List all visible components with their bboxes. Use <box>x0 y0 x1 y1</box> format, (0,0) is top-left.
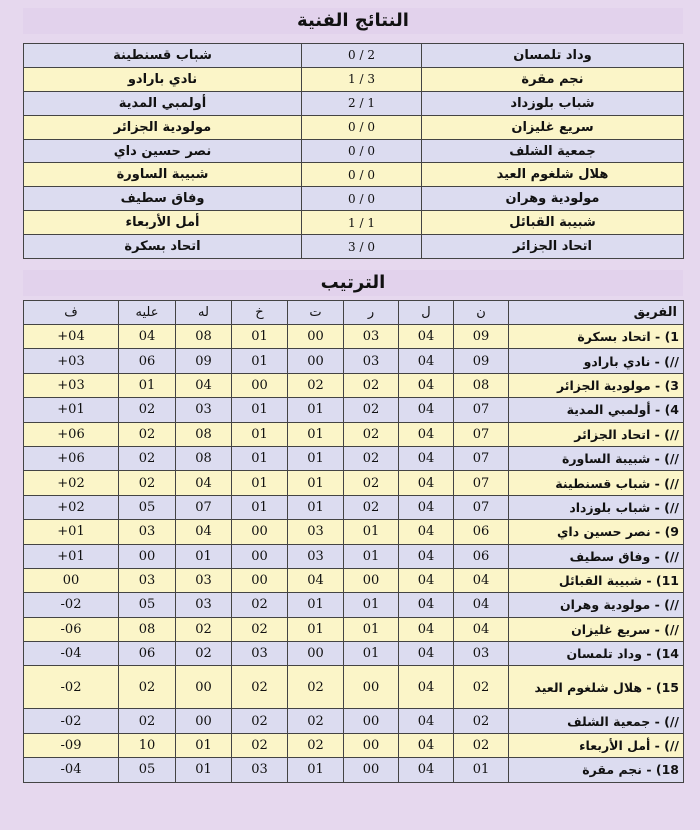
cell-pts: 07 <box>454 471 509 495</box>
cell-gf: 03 <box>176 568 232 592</box>
standings-row <box>24 593 684 617</box>
cell-diff: 01+ <box>24 398 119 422</box>
cell-team: //) - نادي بارادو <box>509 349 684 373</box>
match-row <box>24 44 684 68</box>
cell-won: 00 <box>344 568 399 592</box>
cell-lost: 02 <box>232 617 288 641</box>
match-home-team: شبيبة القبائل <box>422 211 684 235</box>
cell-won: 00 <box>344 666 399 709</box>
match-score: 1 / 1 <box>302 211 422 235</box>
cell-ga: 05 <box>119 495 176 519</box>
cell-draw: 03 <box>288 544 344 568</box>
cell-gf: 09 <box>176 349 232 373</box>
cell-lost: 00 <box>232 520 288 544</box>
cell-gf: 08 <box>176 422 232 446</box>
cell-ga: 02 <box>119 666 176 709</box>
cell-lost: 01 <box>232 495 288 519</box>
cell-lost: 00 <box>232 373 288 397</box>
standings-row <box>24 642 684 666</box>
standings-row <box>24 758 684 782</box>
cell-played: 04 <box>399 373 454 397</box>
cell-draw: 04 <box>288 568 344 592</box>
cell-played: 04 <box>399 471 454 495</box>
cell-ga: 00 <box>119 544 176 568</box>
cell-ga: 02 <box>119 422 176 446</box>
header-team: الفريق <box>509 301 684 325</box>
cell-ga: 10 <box>119 733 176 757</box>
cell-diff: 04+ <box>24 325 119 349</box>
cell-team: //) - مولودية وهران <box>509 593 684 617</box>
cell-draw: 00 <box>288 325 344 349</box>
header-diff: ف <box>24 301 119 325</box>
cell-draw: 02 <box>288 373 344 397</box>
cell-draw: 01 <box>288 471 344 495</box>
cell-pts: 06 <box>454 544 509 568</box>
standings-row <box>24 422 684 446</box>
cell-played: 04 <box>399 325 454 349</box>
match-row <box>24 91 684 115</box>
cell-lost: 00 <box>232 544 288 568</box>
cell-ga: 01 <box>119 373 176 397</box>
match-home-team: وداد تلمسان <box>422 44 684 68</box>
cell-team: 14) - وداد تلمسان <box>509 642 684 666</box>
cell-pts: 04 <box>454 593 509 617</box>
cell-diff: 04- <box>24 642 119 666</box>
cell-lost: 02 <box>232 666 288 709</box>
cell-won: 02 <box>344 398 399 422</box>
standings-row <box>24 568 684 592</box>
cell-pts: 07 <box>454 446 509 470</box>
cell-pts: 09 <box>454 349 509 373</box>
cell-gf: 01 <box>176 733 232 757</box>
match-home-team: نجم مقرة <box>422 67 684 91</box>
cell-played: 04 <box>399 544 454 568</box>
cell-won: 01 <box>344 520 399 544</box>
match-row <box>24 115 684 139</box>
cell-draw: 01 <box>288 617 344 641</box>
results-title: النتائج الفنية <box>23 8 683 34</box>
cell-lost: 01 <box>232 471 288 495</box>
header-draw: ت <box>288 301 344 325</box>
cell-pts: 07 <box>454 422 509 446</box>
cell-won: 02 <box>344 495 399 519</box>
cell-played: 04 <box>399 398 454 422</box>
cell-played: 04 <box>399 642 454 666</box>
match-score: 0 / 0 <box>302 139 422 163</box>
cell-ga: 02 <box>119 471 176 495</box>
cell-ga: 04 <box>119 325 176 349</box>
cell-draw: 02 <box>288 733 344 757</box>
cell-diff: 02+ <box>24 471 119 495</box>
cell-gf: 02 <box>176 642 232 666</box>
cell-ga: 02 <box>119 398 176 422</box>
cell-diff: 02- <box>24 666 119 709</box>
cell-gf: 08 <box>176 325 232 349</box>
cell-team: 15) - هلال شلغوم العيد <box>509 666 684 709</box>
cell-team: //) - سريع غليزان <box>509 617 684 641</box>
cell-won: 01 <box>344 544 399 568</box>
cell-team: 4) - أولمبي المدية <box>509 398 684 422</box>
cell-gf: 03 <box>176 593 232 617</box>
cell-team: 1) - اتحاد بسكرة <box>509 325 684 349</box>
cell-diff: 06+ <box>24 422 119 446</box>
cell-gf: 03 <box>176 398 232 422</box>
cell-team: 3) - مولودية الجزائر <box>509 373 684 397</box>
match-row <box>24 67 684 91</box>
cell-team: //) - شبيبة الساورة <box>509 446 684 470</box>
cell-lost: 01 <box>232 398 288 422</box>
cell-won: 01 <box>344 617 399 641</box>
cell-team: //) - أمل الأربعاء <box>509 733 684 757</box>
match-away-team: وفاق سطيف <box>24 187 302 211</box>
cell-played: 04 <box>399 422 454 446</box>
cell-diff: 02- <box>24 593 119 617</box>
cell-lost: 01 <box>232 446 288 470</box>
cell-draw: 03 <box>288 520 344 544</box>
match-away-team: أمل الأربعاء <box>24 211 302 235</box>
cell-pts: 04 <box>454 617 509 641</box>
cell-won: 00 <box>344 733 399 757</box>
match-score: 0 / 3 <box>302 235 422 259</box>
standings-table <box>23 300 684 783</box>
results-table <box>23 43 684 259</box>
match-away-team: اتحاد بسكرة <box>24 235 302 259</box>
match-score: 0 / 0 <box>302 163 422 187</box>
match-home-team: هلال شلغوم العيد <box>422 163 684 187</box>
match-score: 0 / 0 <box>302 187 422 211</box>
cell-gf: 04 <box>176 373 232 397</box>
cell-pts: 07 <box>454 398 509 422</box>
match-home-team: جمعية الشلف <box>422 139 684 163</box>
standings-row <box>24 617 684 641</box>
cell-won: 00 <box>344 709 399 733</box>
match-row <box>24 187 684 211</box>
match-home-team: سريع غليزان <box>422 115 684 139</box>
cell-gf: 01 <box>176 758 232 782</box>
cell-played: 04 <box>399 495 454 519</box>
match-away-team: شباب قسنطينة <box>24 44 302 68</box>
match-row <box>24 163 684 187</box>
cell-draw: 02 <box>288 709 344 733</box>
match-away-team: نصر حسين داي <box>24 139 302 163</box>
cell-ga: 05 <box>119 758 176 782</box>
standings-row <box>24 495 684 519</box>
cell-lost: 01 <box>232 325 288 349</box>
cell-lost: 00 <box>232 568 288 592</box>
cell-draw: 01 <box>288 422 344 446</box>
cell-diff: 02+ <box>24 495 119 519</box>
match-home-team: شباب بلوزداد <box>422 91 684 115</box>
match-away-team: مولودية الجزائر <box>24 115 302 139</box>
standings-row <box>24 544 684 568</box>
cell-won: 01 <box>344 593 399 617</box>
cell-diff: 02- <box>24 709 119 733</box>
standings-row <box>24 471 684 495</box>
cell-gf: 00 <box>176 666 232 709</box>
cell-lost: 03 <box>232 642 288 666</box>
cell-pts: 09 <box>454 325 509 349</box>
cell-diff: 06- <box>24 617 119 641</box>
cell-team: //) - جمعية الشلف <box>509 709 684 733</box>
match-score: 0 / 0 <box>302 115 422 139</box>
match-away-team: شبيبة الساورة <box>24 163 302 187</box>
standings-row <box>24 520 684 544</box>
standings-row <box>24 733 684 757</box>
cell-won: 02 <box>344 373 399 397</box>
standings-title: الترتيب <box>23 270 683 296</box>
cell-team: //) - وفاق سطيف <box>509 544 684 568</box>
header-gf: له <box>176 301 232 325</box>
cell-diff: 04- <box>24 758 119 782</box>
cell-ga: 02 <box>119 709 176 733</box>
cell-lost: 01 <box>232 422 288 446</box>
cell-draw: 01 <box>288 593 344 617</box>
cell-diff: 03+ <box>24 349 119 373</box>
cell-played: 04 <box>399 758 454 782</box>
cell-diff: 01+ <box>24 544 119 568</box>
cell-ga: 02 <box>119 446 176 470</box>
match-score: 1 / 2 <box>302 91 422 115</box>
cell-team: 11) - شبيبة القبائل <box>509 568 684 592</box>
cell-gf: 04 <box>176 471 232 495</box>
cell-team: 18) - نجم مقرة <box>509 758 684 782</box>
cell-pts: 01 <box>454 758 509 782</box>
standings-row <box>24 709 684 733</box>
cell-draw: 01 <box>288 398 344 422</box>
standings-row <box>24 446 684 470</box>
cell-gf: 01 <box>176 544 232 568</box>
cell-won: 03 <box>344 349 399 373</box>
match-score: 2 / 0 <box>302 44 422 68</box>
cell-played: 04 <box>399 709 454 733</box>
cell-draw: 01 <box>288 446 344 470</box>
match-home-team: اتحاد الجزائر <box>422 235 684 259</box>
cell-diff: 06+ <box>24 446 119 470</box>
cell-ga: 05 <box>119 593 176 617</box>
cell-pts: 08 <box>454 373 509 397</box>
cell-diff: 01+ <box>24 520 119 544</box>
cell-ga: 03 <box>119 520 176 544</box>
cell-played: 04 <box>399 733 454 757</box>
cell-lost: 02 <box>232 709 288 733</box>
cell-ga: 03 <box>119 568 176 592</box>
match-away-team: أولمبي المدية <box>24 91 302 115</box>
match-row <box>24 235 684 259</box>
cell-lost: 02 <box>232 593 288 617</box>
header-lost: خ <box>232 301 288 325</box>
cell-team: 9) - نصر حسين داي <box>509 520 684 544</box>
cell-ga: 08 <box>119 617 176 641</box>
cell-team: //) - شباب بلوزداد <box>509 495 684 519</box>
standings-row <box>24 666 684 709</box>
cell-team: //) - اتحاد الجزائر <box>509 422 684 446</box>
header-played: ل <box>399 301 454 325</box>
cell-gf: 07 <box>176 495 232 519</box>
match-home-team: مولودية وهران <box>422 187 684 211</box>
cell-won: 03 <box>344 325 399 349</box>
cell-draw: 00 <box>288 642 344 666</box>
cell-won: 02 <box>344 471 399 495</box>
cell-draw: 01 <box>288 495 344 519</box>
cell-draw: 02 <box>288 666 344 709</box>
cell-gf: 04 <box>176 520 232 544</box>
cell-diff: 09- <box>24 733 119 757</box>
cell-diff: 00 <box>24 568 119 592</box>
cell-gf: 08 <box>176 446 232 470</box>
standings-row <box>24 373 684 397</box>
cell-won: 02 <box>344 422 399 446</box>
cell-pts: 04 <box>454 568 509 592</box>
match-row <box>24 211 684 235</box>
cell-played: 04 <box>399 617 454 641</box>
standings-row <box>24 398 684 422</box>
cell-ga: 06 <box>119 349 176 373</box>
cell-played: 04 <box>399 666 454 709</box>
cell-lost: 01 <box>232 349 288 373</box>
cell-won: 02 <box>344 446 399 470</box>
cell-played: 04 <box>399 446 454 470</box>
match-row <box>24 139 684 163</box>
header-won: ر <box>344 301 399 325</box>
cell-lost: 03 <box>232 758 288 782</box>
cell-pts: 03 <box>454 642 509 666</box>
cell-played: 04 <box>399 568 454 592</box>
header-ga: عليه <box>119 301 176 325</box>
standings-row <box>24 325 684 349</box>
cell-draw: 01 <box>288 758 344 782</box>
cell-won: 00 <box>344 758 399 782</box>
cell-pts: 06 <box>454 520 509 544</box>
cell-team: //) - شباب قسنطينة <box>509 471 684 495</box>
standings-header-row <box>24 301 684 325</box>
match-score: 3 / 1 <box>302 67 422 91</box>
cell-won: 01 <box>344 642 399 666</box>
cell-draw: 00 <box>288 349 344 373</box>
cell-gf: 02 <box>176 617 232 641</box>
header-pts: ن <box>454 301 509 325</box>
standings-row <box>24 349 684 373</box>
match-away-team: نادي بارادو <box>24 67 302 91</box>
cell-gf: 00 <box>176 709 232 733</box>
cell-pts: 02 <box>454 709 509 733</box>
cell-pts: 02 <box>454 733 509 757</box>
cell-played: 04 <box>399 593 454 617</box>
cell-pts: 02 <box>454 666 509 709</box>
cell-pts: 07 <box>454 495 509 519</box>
cell-diff: 03+ <box>24 373 119 397</box>
cell-lost: 02 <box>232 733 288 757</box>
cell-played: 04 <box>399 349 454 373</box>
cell-ga: 06 <box>119 642 176 666</box>
cell-played: 04 <box>399 520 454 544</box>
